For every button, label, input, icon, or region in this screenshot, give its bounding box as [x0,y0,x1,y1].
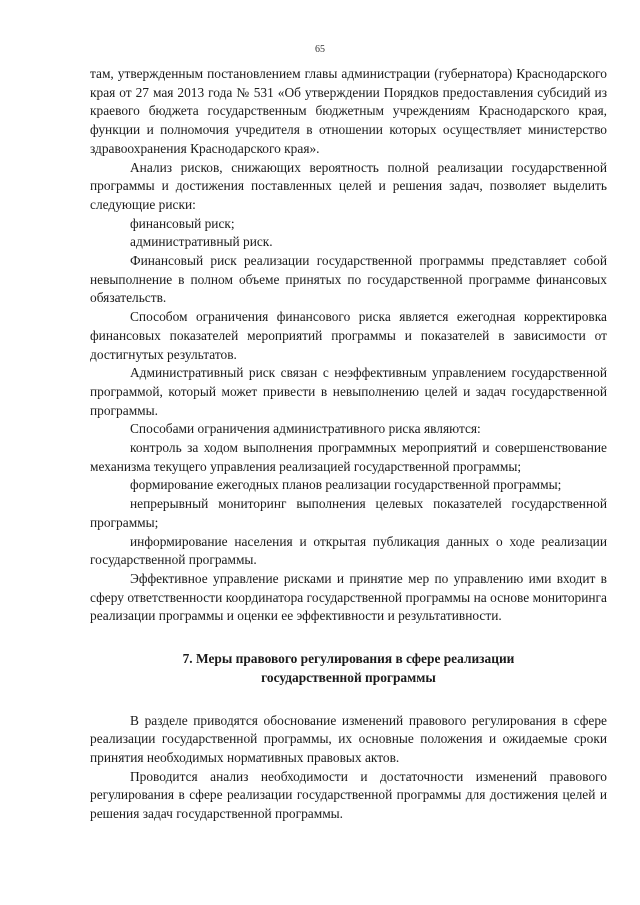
list-item-financial-risk: финансовый риск; [130,215,235,231]
list-item-annual-plans: формирование ежегодных планов реализации государственной программы; [130,477,562,493]
page-number: 65 [315,44,325,55]
document-body [90,65,607,824]
paragraph-administrative-risk: Административный риск связан с неэффективным управлением государственной программой, который может привести в невыполнению целей и задач государственной программы. [90,365,607,418]
paragraph-risk-analysis: Анализ рисков, снижающих вероятность полной реализации государственной программы и достижения поставленных целей и решения задач, позволяет выделить следующие риски: [90,159,607,212]
section-heading [90,650,607,687]
section-heading-line-2: государственной программы [261,669,436,685]
paragraph-section-intro: В разделе приводятся обоснование изменений правового регулирования в сфере реализации государственной программы, их основные положения и ожидаемые сроки принятия необходимых нормативных правовых актов. [90,712,607,765]
paragraph-administrative-risk-mitigation: Способами ограничения административного риска являются: [130,421,481,437]
list-item-administrative-risk: административный риск. [130,234,273,250]
list-item-monitoring: непрерывный мониторинг выполнения целевых показателей государственной программы; [90,496,607,530]
section-heading-line-1: 7. Меры правового регулирования в сфере реализации [182,651,515,667]
list-item-informing: информирование населения и открытая публикация данных о ходе реализации государственной программы. [90,533,607,568]
paragraph-financial-risk-mitigation: Способом ограничения финансового риска является ежегодная корректировка финансовых показателей мероприятий программы и показателей в зависимости от достигнутых результатов. [90,309,607,362]
paragraph-section-analysis: Проводится анализ необходимости и достаточности изменений правового регулирования в сфере реализации государственной программы для достижения целей и решения задач государственной программы. [90,768,607,822]
paragraph-continuation: там, утвержденным постановлением главы администрации (губернатора) Краснодарского края от 27 мая 2013 года № 531 «Об утверждении Порядков предоставления субсидий из краевого бюджета государственным бюджетным учреждениям Краснодарского края, функции и полномочия учредителя в отношении которых осуществляет министерство здравоохранения Краснодарского края». [90,66,607,156]
list-item-control: контроль за ходом выполнения программных мероприятий и совершенствование механизма текущего управления реализацией государственной программы; [90,440,607,474]
paragraph-risk-management: Эффективное управление рисками и принятие мер по управлению ими входит в сферу ответственности координатора государственной программы на основе мониторинга реализации программы и оценки ее эффективности и результативности. [90,570,607,624]
paragraph-financial-risk: Финансовый риск реализации государственной программы представляет собой невыполнение в полном объеме принятых по государственной программе финансовых обязательств. [90,253,607,306]
